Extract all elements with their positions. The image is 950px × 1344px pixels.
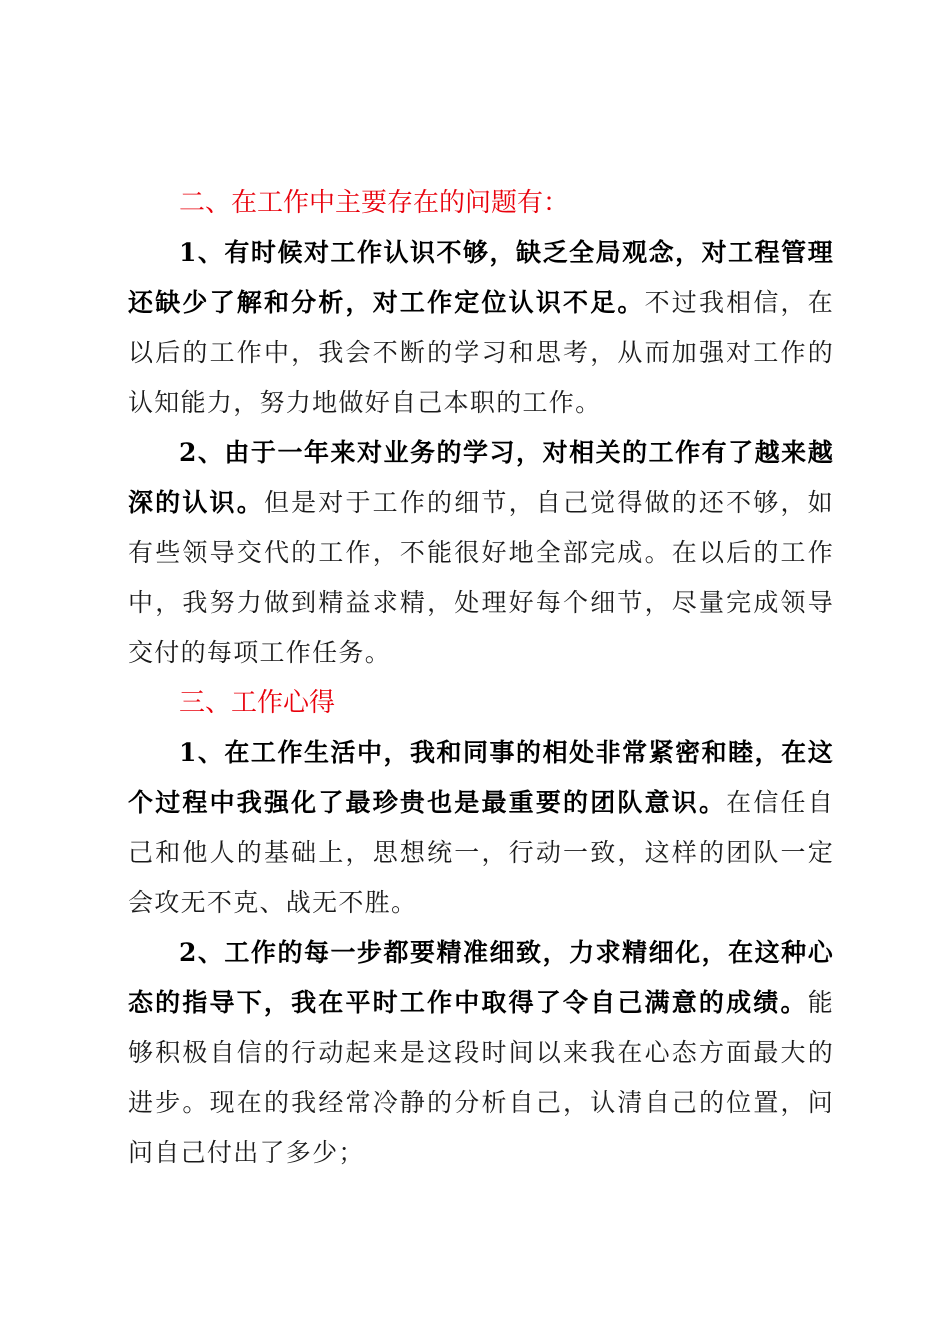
- paragraph-insight-2: [128, 928, 834, 1178]
- paragraph-text: 在信任自己和他人的基础上，思想统一，行动一致，这样的团队一定会攻无不克、战无不胜。: [128, 788, 835, 917]
- paragraph-lead: 2、工作的每一步都要精准细致，力求精细化，在这种心态的指导下，我在平时工作中取得了令自己满意的成绩。: [128, 938, 834, 1017]
- paragraph-text: 不过我相信，在以后的工作中，我会不断的学习和思考，从而加强对工作的认知能力，努力地做好自己本职的工作。: [128, 288, 835, 417]
- paragraph-problem-1: [128, 228, 834, 428]
- section-heading-insights: 三、工作心得: [179, 688, 336, 718]
- paragraph-lead: 1、有时候对工作认识不够，缺乏全局观念，对工程管理还缺少了解和分析，对工作定位认识不足。: [128, 238, 834, 317]
- paragraph-lead: 2、由于一年来对业务的学习，对相关的工作有了越来越深的认识。: [128, 438, 834, 517]
- paragraph-text: 但是对于工作的细节，自己觉得做的还不够，如有些领导交代的工作，不能很好地全部完成。在以后的工作中，我努力做到精益求精，处理好每个细节，尽量完成领导交付的每项工作任务。: [128, 488, 834, 667]
- paragraph-text: 能够积极自信的行动起来是这段时间以来我在心态方面最大的进步。现在的我经常冷静的分析自己，认清自己的位置，问问自己付出了多少；: [128, 988, 834, 1167]
- document-body: [128, 178, 834, 1178]
- section-heading-problems: 二、在工作中主要存在的问题有：: [179, 188, 570, 218]
- paragraph-problem-2: [128, 428, 834, 678]
- paragraph-lead: 1、在工作生活中，我和同事的相处非常紧密和睦，在这个过程中我强化了最珍贵也是最重要的团队意识。: [128, 738, 834, 817]
- paragraph-insight-1: [128, 728, 834, 928]
